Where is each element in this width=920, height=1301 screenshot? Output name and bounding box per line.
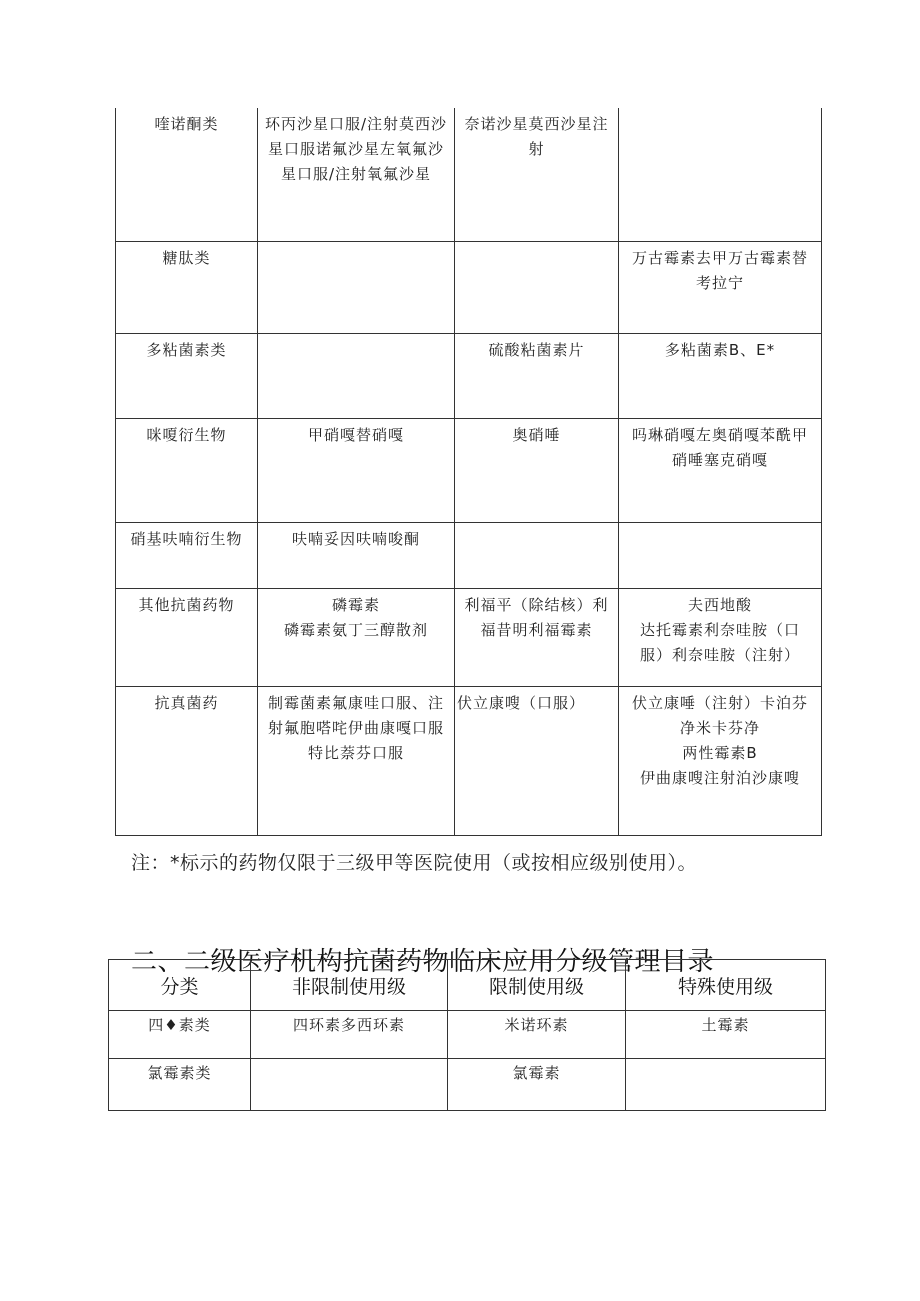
- special-cell: [626, 1059, 826, 1111]
- footnote: 注：*标示的药物仅限于三级甲等医院使用（或按相应级别使用）。: [131, 852, 698, 874]
- restricted-cell: [455, 241, 619, 333]
- category-cell: 多粘菌素类: [116, 333, 258, 418]
- nonrestricted-cell: [258, 333, 455, 418]
- table-row: [116, 108, 822, 241]
- special-cell: 多粘菌素B、E*: [619, 333, 822, 418]
- header-special: 特殊使用级: [626, 960, 826, 1011]
- antibiotic-table-continued: [115, 108, 822, 836]
- restricted-cell: 伏立康嗖（口服）: [455, 686, 619, 835]
- restricted-cell: [455, 522, 619, 588]
- restricted-cell: 奈诺沙星莫西沙星注 射: [455, 108, 619, 241]
- category-cell: 硝基呋喃衍生物: [116, 522, 258, 588]
- nonrestricted-cell: 四环素多西环素: [251, 1011, 448, 1059]
- nonrestricted-cell: 环丙沙星口服/注射莫西沙 星口服诺氟沙星左氧氟沙 星口服/注射氧氟沙星: [258, 108, 455, 241]
- special-cell: 伏立康唾（注射）卡泊芬 净米卡芬净 两性霉素B 伊曲康嗖注射泊沙康嗖: [619, 686, 822, 835]
- nonrestricted-cell: 磷霉素 磷霉素氨丁三醇散剂: [258, 588, 455, 686]
- category-cell: 糖肽类: [116, 241, 258, 333]
- nonrestricted-cell: 甲硝嘎替硝嘎: [258, 418, 455, 522]
- restricted-cell: 奥硝唾: [455, 418, 619, 522]
- special-cell: [619, 108, 822, 241]
- special-cell: [619, 522, 822, 588]
- restricted-cell: 硫酸粘菌素片: [455, 333, 619, 418]
- special-cell: 夫西地酸 达托霉素利奈哇胺（口 服）利奈哇胺（注射）: [619, 588, 822, 686]
- category-cell: 其他抗菌药物: [116, 588, 258, 686]
- header-category: 分类: [109, 960, 251, 1011]
- nonrestricted-cell: [258, 241, 455, 333]
- special-cell: 吗琳硝嘎左奥硝嘎苯酰甲 硝唾塞克硝嘎: [619, 418, 822, 522]
- table-row: [109, 1011, 826, 1059]
- category-cell: 四♦素类: [109, 1011, 251, 1059]
- special-cell: 万古霉素去甲万古霉素替 考拉宁: [619, 241, 822, 333]
- table-row: [109, 1059, 826, 1111]
- restricted-cell: 氯霉素: [448, 1059, 626, 1111]
- nonrestricted-cell: 制霉菌素氟康哇口服、注 射氟胞嗒咤伊曲康嘎口服 特比萘芬口服: [258, 686, 455, 835]
- table-row: [116, 333, 822, 418]
- section-title: 二、二级医疗机构抗菌药物临床应用分级管理目录: [131, 947, 715, 977]
- restricted-cell: 米诺环素: [448, 1011, 626, 1059]
- category-cell: 咪嗄衍生物: [116, 418, 258, 522]
- nonrestricted-cell: 呋喃妥因呋喃唆酮: [258, 522, 455, 588]
- table-row: [116, 418, 822, 522]
- special-cell: 土霉素: [626, 1011, 826, 1059]
- nonrestricted-cell: [251, 1059, 448, 1111]
- restricted-cell: 利福平（除结核）利 福昔明利福霉素: [455, 588, 619, 686]
- table-row: [116, 686, 822, 835]
- category-cell: 氯霉素类: [109, 1059, 251, 1111]
- category-cell: 喹诺酮类: [116, 108, 258, 241]
- category-cell: 抗真菌药: [116, 686, 258, 835]
- header-restricted: 限制使用级: [448, 960, 626, 1011]
- header-nonrestricted: 非限制使用级: [251, 960, 448, 1011]
- table-row: [116, 522, 822, 588]
- table-row: [116, 241, 822, 333]
- secondary-institution-table: [108, 959, 826, 1111]
- table-header-row: [109, 960, 826, 1011]
- table-row: [116, 588, 822, 686]
